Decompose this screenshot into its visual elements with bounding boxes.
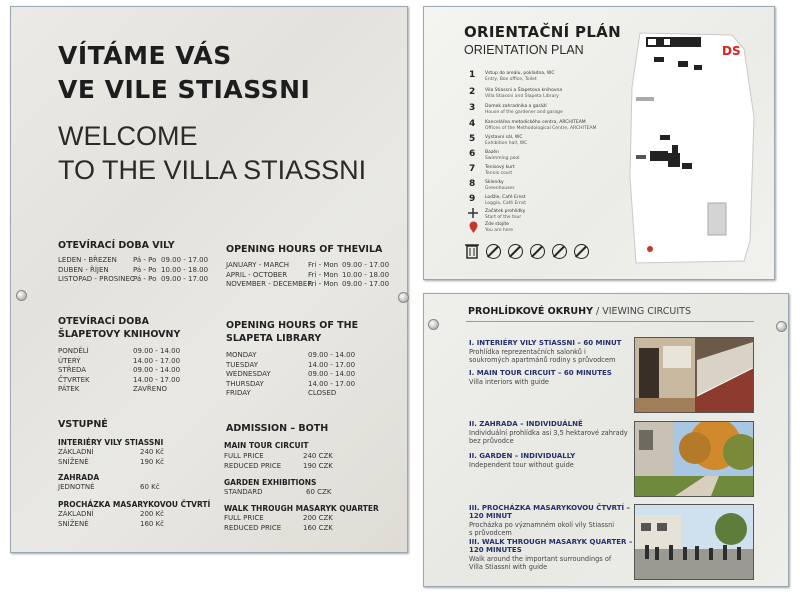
library-en-day: TUESDAY (226, 360, 259, 369)
welcome-sign-panel (10, 6, 408, 553)
villa-hours-cz-day: Pá - Po (133, 256, 157, 264)
villa-hours-cz-month: DUBEN - ŘÍJEN (58, 265, 109, 274)
viewing-circuits-panel (423, 293, 789, 587)
villa-hours-en-month: NOVEMBER - DECEMBER (226, 280, 313, 289)
admission-en-heading: ADMISSION – BOTH (226, 423, 329, 434)
welcome-title-en-line1: WELCOME (58, 121, 198, 151)
circuit-text-line: Villa interiors with guide (469, 378, 549, 386)
villa-hours-en-day: Fri - Mon (308, 261, 339, 269)
legend-number: 3 (469, 103, 476, 113)
villa-hours-cz-month: LEDEN - BŘEZEN (58, 256, 117, 264)
villa-hours-cz-time: 10.00 - 18.00 (161, 265, 209, 274)
villa-hours-cz-time: 09.00 - 17.00 (161, 275, 209, 284)
admission-cz-interiors-prices (140, 448, 164, 467)
legend-number: 2 (469, 87, 476, 97)
legend-number: 1 (469, 70, 476, 80)
circuit-3-text-cz (469, 521, 614, 537)
price-value: 190 Kč (140, 457, 165, 466)
admission-en-tour-prices (303, 452, 333, 471)
circuit-text-line: Individuální prohlídka asi 3,5 hektarové zahrady (469, 429, 628, 437)
admission-cz-garden-prices (140, 483, 160, 493)
library-cz-day: STŘEDA (58, 366, 87, 375)
orientation-plan-panel (423, 6, 775, 280)
legend-text-cz: Začátek prohlídky (485, 209, 526, 214)
legend-text-cz: Lodžie, Café Ernst (485, 195, 526, 200)
circuit-3-text-en (469, 555, 611, 571)
villa-hours-en-month: APRIL - OCTOBER (226, 270, 288, 279)
villa-hours-cz-time: 09.00 - 17.00 (161, 256, 209, 264)
price-label: JEDNOTNÉ (58, 483, 95, 491)
legend-number: 8 (469, 179, 476, 189)
price-value: 160 Kč (140, 519, 165, 528)
admission-cz-garden: ZAHRADA (58, 473, 100, 482)
villa-hours-en-months (226, 261, 312, 290)
villa-hours-cz-times (161, 256, 208, 285)
legend-text-en: Swimming pool (485, 156, 520, 161)
legend-text-en: Offices of the Methodological Centre, ARCHITEAM (485, 126, 597, 131)
legend-text-en: Greenhouses (485, 186, 515, 191)
library-en-time: 09.00 - 14.00 (308, 351, 356, 359)
legend-text-en: Loggia, Café Ernst (485, 201, 527, 206)
circuit-2-title-en: II. GARDEN – INDIVIDUALLY (469, 452, 576, 460)
price-label: SNÍŽENÉ (58, 519, 89, 528)
price-label: STANDARD (224, 488, 263, 496)
legend-text-cz: Skleníky (485, 180, 504, 185)
price-label: ZÁKLADNÍ (58, 510, 94, 518)
no-bicycle-icon (486, 244, 501, 259)
legend-text-en: Entry, Box office, Toilet (485, 77, 537, 82)
villa-hours-en-time: 09.00 - 17.00 (342, 280, 390, 289)
admission-en-garden-prices (306, 488, 331, 498)
admission-cz-walk: PROCHÁZKA MASARYKOVOU ČTVRTÍ (58, 500, 211, 509)
library-hours-cz-heading-1: OTEVÍRACÍ DOBA (58, 316, 149, 327)
circuit-3-title-cz: III. PROCHÁZKA MASARYKOVOU ČTVRTÍ – (469, 504, 631, 512)
price-value: 60 CZK (306, 488, 332, 496)
mounting-pin-right (398, 292, 409, 303)
library-cz-time: 09.00 - 14.00 (133, 347, 181, 355)
legend-number: 5 (469, 134, 476, 144)
map-building (678, 61, 688, 67)
library-cz-time: 09.00 - 14.00 (133, 366, 181, 375)
circuit-text-line: Walk around the important surroundings of (469, 555, 612, 563)
you-are-here-icon (469, 221, 478, 233)
price-value: 60 Kč (140, 483, 160, 491)
no-ice-cream-icon (552, 244, 567, 259)
price-value: 190 CZK (303, 461, 333, 470)
admission-en-walk: WALK THROUGH MASARYK QUARTER (224, 504, 379, 513)
no-dog-icon (508, 244, 523, 259)
welcome-title-en-line2: TO THE VILLA STIASSNI (58, 155, 367, 185)
library-hours-en-times (308, 351, 355, 399)
no-flash-icon (574, 244, 589, 259)
admission-cz-garden-rows (58, 483, 95, 493)
library-cz-day: PÁTEK (58, 385, 80, 394)
welcome-title-cz-line2: VE VILE STIASSNI (58, 75, 311, 104)
orientation-title-en: ORIENTATION PLAN (464, 43, 584, 57)
admission-en-tour: MAIN TOUR CIRCUIT (224, 441, 309, 450)
legend-text-cz: Výstavní sál, WC (485, 135, 523, 140)
admission-en-garden-rows (224, 488, 263, 498)
library-hours-cz-heading-2: ŠLAPETOVY KNIHOVNY (58, 329, 181, 340)
price-label: REDUCED PRICE (224, 461, 282, 470)
map-building (694, 65, 702, 70)
library-hours-en-heading-1: OPENING HOURS OF THE (226, 320, 359, 331)
mounting-pin-right (776, 321, 787, 332)
title-divider (466, 321, 754, 322)
villa-hours-en-time: 09.00 - 17.00 (342, 261, 390, 269)
price-label: SNÍŽENÉ (58, 457, 89, 466)
price-value: 160 CZK (303, 523, 333, 532)
circuit-3-title-cz-2: 120 MINUT (469, 512, 512, 520)
photo-villa-interior (634, 337, 754, 413)
legend-text-en: Start of the tour (485, 215, 522, 220)
circuit-1-text-en (469, 378, 549, 386)
library-hours-en-heading-2: SLAPETA LIBRARY (226, 333, 322, 344)
library-cz-time: 14.00 - 17.00 (133, 356, 181, 365)
photo-masaryk-quarter-walk (634, 504, 754, 580)
library-en-time: CLOSED (308, 389, 337, 398)
recycle-bin-icon (465, 242, 479, 259)
legend-text-cz: Kancelářea metodického centra, ARCHITEAM (485, 120, 586, 125)
library-cz-time: ZAVŘENO (133, 385, 167, 394)
circuit-3-title-en-2: 120 MINUTES (469, 546, 522, 554)
photo-garden (634, 421, 754, 497)
villa-hours-en-day: Fri - Mon (308, 270, 339, 279)
admission-en-garden: GARDEN EXHIBITIONS (224, 478, 317, 487)
admission-cz-heading: VSTUPNÉ (58, 419, 108, 430)
library-hours-en-days (226, 351, 271, 399)
legend-text-cz: Bazén (485, 150, 499, 155)
library-cz-time: 14.00 - 17.00 (133, 375, 181, 384)
circuit-2-text-en (469, 461, 574, 469)
circuit-text-line: Independent tour without guide (469, 461, 574, 469)
circuit-text-line: Villa Stiassni with guide (469, 563, 548, 571)
legend-text-cz: Domek zahradníka a garáží (485, 104, 547, 109)
library-hours-cz-days (58, 347, 90, 395)
villa-hours-en-time: 10.00 - 18.00 (342, 270, 390, 279)
price-label: ZÁKLADNÍ (58, 448, 94, 456)
library-en-day: WEDNESDAY (226, 370, 271, 379)
library-en-day: MONDAY (226, 351, 257, 359)
admission-en-walk-rows (224, 514, 281, 533)
price-value: 240 Kč (140, 448, 165, 456)
library-cz-day: ÚTERÝ (58, 356, 81, 365)
legend-text-en: Villa Stiassni and Šlapeta Library (485, 94, 559, 99)
admission-en-tour-rows (224, 452, 281, 471)
circuit-2-text-cz (469, 429, 628, 445)
library-cz-day: ČTVRTEK (58, 375, 90, 384)
circuit-1-title-cz: I. INTERIÉRY VILY STIASSNI – 60 MINUT (469, 339, 622, 347)
circuit-text-line: soukromých apartmánů rodiny s průvodcem (469, 356, 616, 364)
site-map (624, 27, 774, 272)
legend-text-cz: Vila Stiassni a Šlapetova knihovna (485, 88, 563, 93)
legend-text-cz: Vstup do areálu, pokladna, WC (485, 71, 555, 76)
price-label: REDUCED PRICE (224, 523, 282, 532)
legend-text-en: You are here (485, 228, 514, 233)
library-cz-day: PONDĚLÍ (58, 347, 89, 355)
villa-hours-cz-months (58, 256, 135, 285)
admission-cz-walk-rows (58, 510, 94, 529)
villa-hours-cz-day: Pá - Po (133, 265, 157, 274)
villa-hours-en-heading: OPENING HOURS OF THEVILA (226, 244, 383, 255)
price-value: 200 CZK (303, 514, 333, 522)
circuit-text-line: bez průvodce (469, 437, 514, 445)
library-en-time: 09.00 - 14.00 (308, 370, 356, 379)
villa-hours-en-day: Fri - Mon (308, 280, 339, 289)
circuit-1-text-cz (469, 348, 615, 364)
library-en-day: THURSDAY (226, 379, 264, 388)
legend-number: 4 (469, 119, 476, 129)
legend-number: 7 (469, 164, 476, 174)
circuits-title-en: / VIEWING CIRCUITS (596, 306, 692, 317)
library-en-time: 14.00 - 17.00 (308, 379, 356, 388)
tour-start-icon (468, 208, 478, 218)
welcome-title-cz-line1: VÍTÁME VÁS (58, 41, 232, 70)
admission-cz-interiors-rows (58, 448, 94, 467)
price-label: FULL PRICE (224, 514, 264, 522)
legend-number: 9 (469, 194, 476, 204)
admission-cz-walk-prices (140, 510, 164, 529)
admission-cz-interiors: INTERIÉRY VILY STIASSNI (58, 438, 164, 447)
villa-hours-en-days (308, 261, 338, 290)
villa-hours-cz-day: Pá - Po (133, 275, 157, 284)
no-smoking-icon (530, 244, 545, 259)
circuit-2-title-cz: II. ZAHRADA – INDIVIDUÁLNĚ (469, 420, 583, 428)
mounting-pin-left (428, 319, 439, 330)
price-value: 200 Kč (140, 510, 165, 518)
circuit-text-line: s průvodcem (469, 529, 512, 537)
legend-text-cz: Zde stojíte (485, 222, 510, 227)
price-value: 240 CZK (303, 452, 333, 460)
ds-map-label: DS (722, 44, 741, 58)
orientation-title-cz: ORIENTAČNÍ PLÁN (464, 23, 621, 41)
price-label: FULL PRICE (224, 452, 264, 460)
library-en-time: 14.00 - 17.00 (308, 360, 356, 369)
library-en-day: FRIDAY (226, 389, 251, 398)
mounting-pin-left (16, 290, 27, 301)
legend-text-en: House of the gardener and garage (485, 110, 563, 115)
legend-text-cz: Tenisový kurt (485, 165, 515, 170)
circuit-text-line: Prohlídka reprezentačních salonků i (469, 348, 586, 356)
legend-number: 6 (469, 149, 476, 159)
library-hours-cz-times (133, 347, 180, 395)
admission-en-walk-prices (303, 514, 333, 533)
villa-hours-en-month: JANUARY - MARCH (226, 261, 290, 269)
villa-hours-en-times (342, 261, 389, 290)
map-building (654, 57, 664, 62)
villa-hours-cz-month: LISTOPAD - PROSINEC (58, 275, 135, 284)
circuit-text-line: Procházka po významném okolí vily Stiassni (469, 521, 615, 529)
legend-text-en: Exhibition hall, WC (485, 141, 528, 146)
circuit-1-title-en: I. MAIN TOUR CIRCUIT – 60 MINUTES (469, 369, 612, 377)
circuits-title (468, 306, 691, 317)
legend-text-en: Tennis court (485, 171, 513, 176)
villa-hours-cz-days (133, 256, 156, 285)
circuit-3-title-en: III. WALK THROUGH MASARYK QUARTER – (469, 538, 633, 546)
villa-hours-cz-heading: OTEVÍRACÍ DOBA VILY (58, 240, 175, 251)
circuits-title-cz: PROHLÍDKOVÉ OKRUHY (468, 306, 593, 317)
